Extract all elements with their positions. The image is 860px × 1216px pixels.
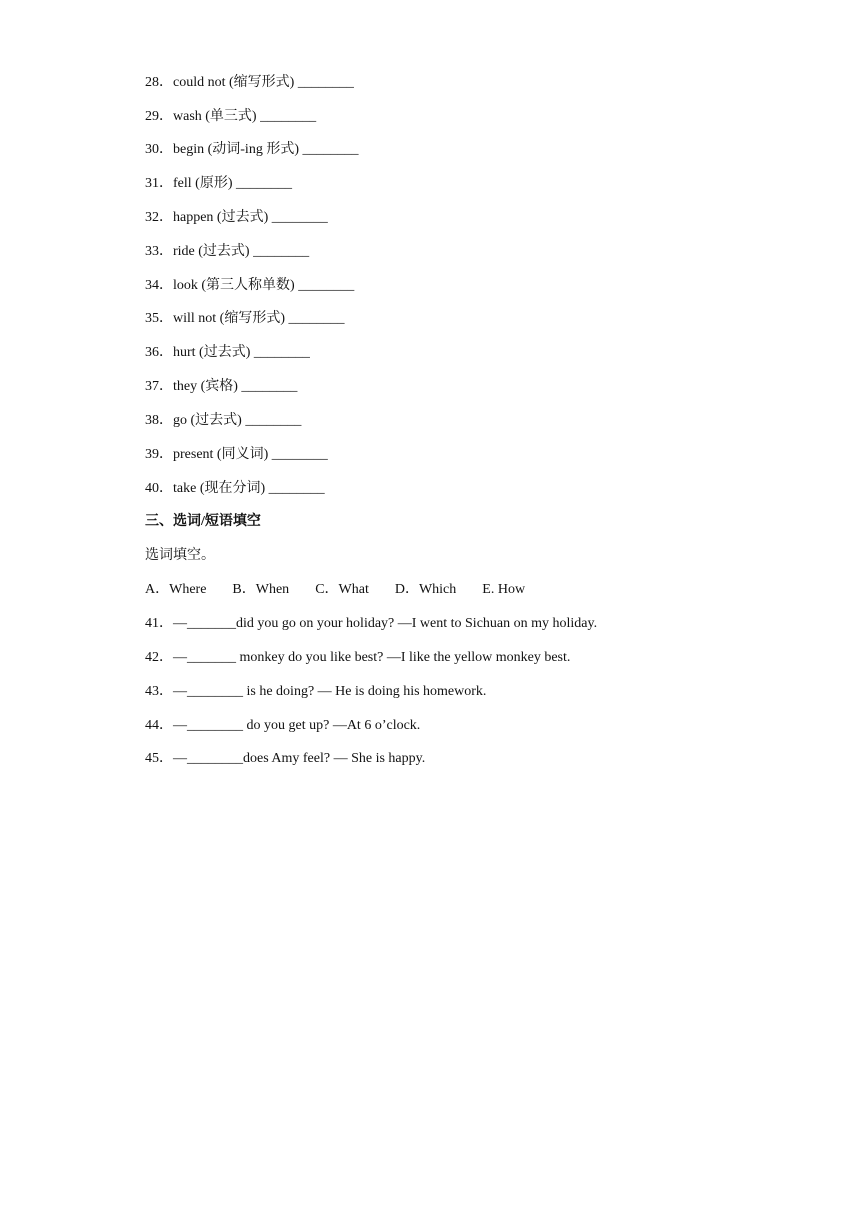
question-33 xyxy=(145,243,309,261)
question-37 xyxy=(145,378,297,396)
option-e: E. How xyxy=(482,582,526,597)
question-number: 42． xyxy=(145,650,173,665)
question-number: 34． xyxy=(145,278,173,293)
question-41 xyxy=(145,615,597,633)
question-text: fell (原形) ________ xyxy=(173,176,292,191)
question-text: —________ do you get up? —At 6 o’clock. xyxy=(173,718,421,733)
question-number: 28． xyxy=(145,75,173,90)
question-number: 32． xyxy=(145,210,173,225)
question-text: could not (缩写形式) ________ xyxy=(173,75,354,90)
option-c: C．What xyxy=(315,582,369,597)
question-number: 40． xyxy=(145,481,173,496)
question-38 xyxy=(145,412,301,430)
question-32 xyxy=(145,209,328,227)
question-28 xyxy=(145,74,354,92)
question-number: 39． xyxy=(145,447,173,462)
question-text: happen (过去式) ________ xyxy=(173,210,328,225)
question-number: 45． xyxy=(145,751,173,766)
question-number: 36． xyxy=(145,345,173,360)
question-43 xyxy=(145,683,486,701)
question-number: 30． xyxy=(145,142,173,157)
question-number: 33． xyxy=(145,244,173,259)
question-text: take (现在分词) ________ xyxy=(173,481,325,496)
question-text: look (第三人称单数) ________ xyxy=(173,278,355,293)
question-text: go (过去式) ________ xyxy=(173,413,302,428)
question-text: will not (缩写形式) ________ xyxy=(173,311,345,326)
question-text: hurt (过去式) ________ xyxy=(173,345,310,360)
question-text: —_______did you go on your holiday? —I went to Sichuan on my holiday. xyxy=(173,616,598,631)
question-text: —________ is he doing? — He is doing his homework. xyxy=(173,684,487,699)
option-d: D．Which xyxy=(394,582,457,597)
question-45 xyxy=(145,750,425,768)
question-text: ride (过去式) ________ xyxy=(173,244,310,259)
section-heading: 三、选词/短语填空 xyxy=(145,514,261,529)
question-number: 29． xyxy=(145,109,173,124)
question-text: begin (动词-ing 形式) ________ xyxy=(173,142,359,157)
question-40 xyxy=(145,480,325,498)
question-number: 35． xyxy=(145,311,173,326)
question-number: 38． xyxy=(145,413,173,428)
question-42 xyxy=(145,649,570,667)
question-text: —_______ monkey do you like best? —I like the yellow monkey best. xyxy=(173,650,571,665)
question-36 xyxy=(145,344,310,362)
question-number: 44． xyxy=(145,718,173,733)
question-34 xyxy=(145,277,354,295)
option-b: B．When xyxy=(232,582,290,597)
question-number: 43． xyxy=(145,684,173,699)
question-30 xyxy=(145,141,358,159)
question-text: they (宾格) ________ xyxy=(173,379,298,394)
section-instruction: 选词填空。 xyxy=(145,548,215,563)
question-44 xyxy=(145,717,420,735)
question-number: 31． xyxy=(145,176,173,191)
question-35 xyxy=(145,310,345,328)
question-text: present (同义词) ________ xyxy=(173,447,328,462)
option-list xyxy=(145,581,525,599)
question-29 xyxy=(145,108,316,126)
question-text: —________does Amy feel? — She is happy. xyxy=(173,751,426,766)
question-39 xyxy=(145,446,328,464)
question-number: 41． xyxy=(145,616,173,631)
question-number: 37． xyxy=(145,379,173,394)
option-a: A．Where xyxy=(145,582,207,597)
question-31 xyxy=(145,175,292,193)
question-text: wash (单三式) ________ xyxy=(173,109,317,124)
